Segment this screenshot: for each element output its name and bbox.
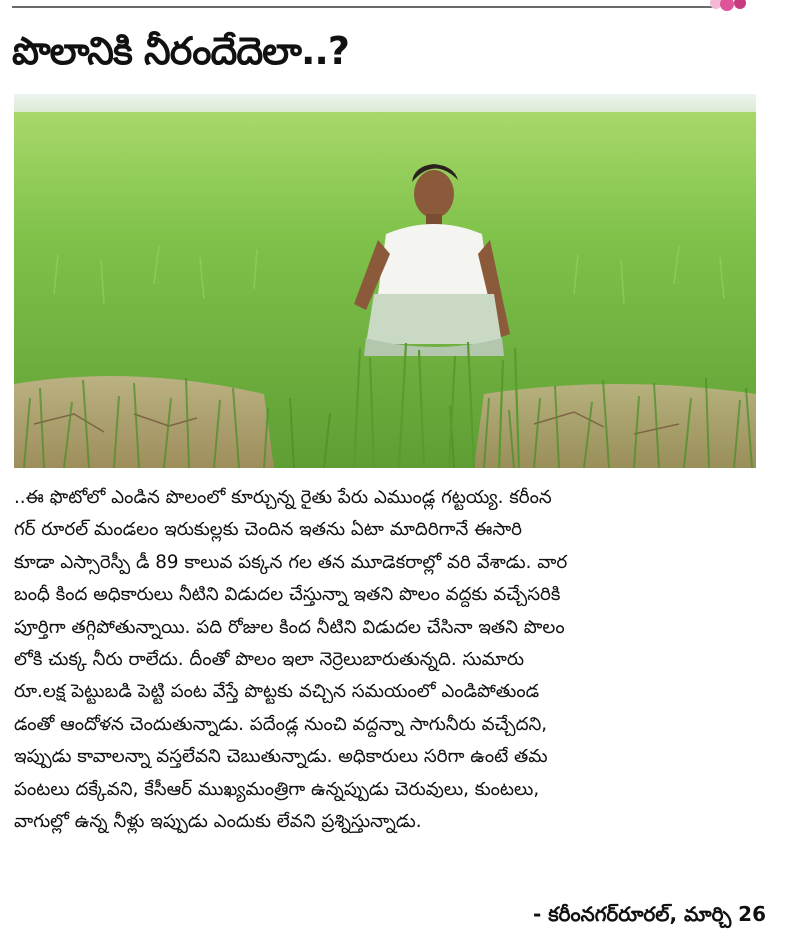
body-line: లోకి చుక్క నీరు రాలేదు. దీంతో పొలం ఇలా నెర్రెలుబారుతున్నది. సుమారు	[14, 648, 525, 670]
article-body	[14, 482, 780, 838]
body-line: పంటలు దక్కేవని, కేసీఆర్ ముఖ్యమంత్రిగా ఉన్నప్పుడు చెరువులు, కుంటలు,	[14, 778, 540, 800]
body-line: ఇప్పుడు కావాలన్నా వస్తలేవని చెబుతున్నాడు. అధికారులు సరిగా ఉంటే తమ	[14, 746, 548, 768]
headline: పొలానికి నీరందేదెలా..?	[12, 29, 349, 73]
body-line: గర్ రూరల్ మండలం ఇరుకుల్లకు చెందిన ఇతను ఏటా మాదిరిగానే ఈసారి	[14, 519, 523, 541]
body-line: డంతో ఆందోళన చెందుతున్నాడు. పదేండ్ల నుంచి వద్దన్నా సాగునీరు వచ్చేదని,	[14, 713, 548, 735]
body-line: పూర్తిగా తగ్గిపోతున్నాయి. పది రోజుల కింద నీటిని విడుదల చేసినా ఇతని పొలం	[14, 616, 565, 638]
body-line: వాగుల్లో ఉన్న నీళ్లు ఇప్పుడు ఎందుకు లేవని ప్రశ్నిస్తున్నాడు.	[14, 810, 422, 832]
byline: - కరీంనగర్‌రూరల్, మార్చి 26	[532, 902, 766, 926]
body-line: కూడా ఎస్సారెస్పీ డీ 89 కాలువ పక్కన గల తన మూడెకరాల్లో వరి వేశాడు. వార	[14, 551, 568, 573]
corner-ornament	[700, 0, 760, 16]
body-line: బంధీ కింద అధికారులు నీటిని విడుదల చేస్తున్నా ఇతని పొలం వద్దకు వచ్చేసరికి	[14, 584, 561, 606]
body-line: ..ఈ ఫొటోలో ఎండిన పొలంలో కూర్చున్న రైతు పేరు ఎముండ్ల గట్టయ్య. కరీంన	[14, 487, 552, 508]
farmer-paddy-photo	[14, 94, 756, 468]
body-line: రూ.లక్ష పెట్టుబడి పెట్టి పంట వేస్తే పొట్టకు వచ్చిన సమయంలో ఎండిపోతుండ	[14, 681, 540, 703]
top-rule	[12, 6, 718, 8]
